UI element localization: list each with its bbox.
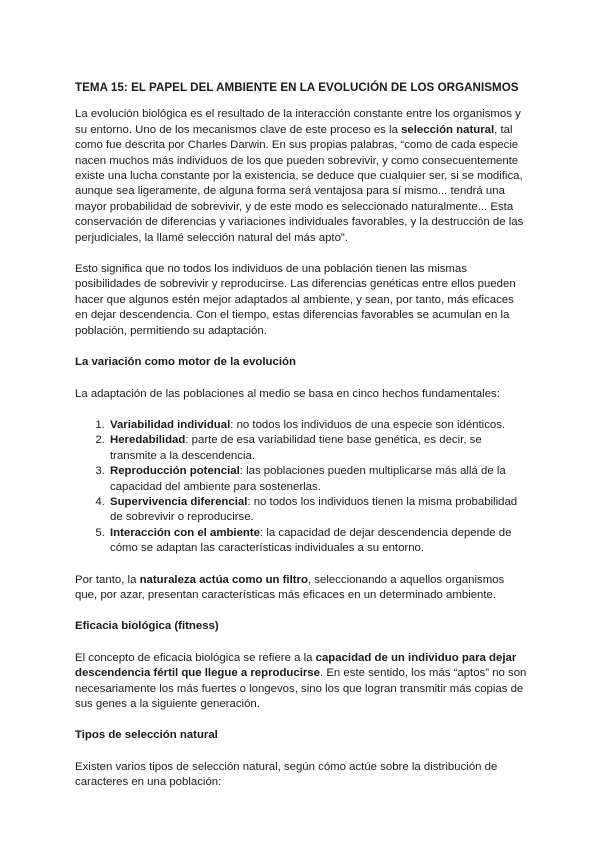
section-heading-selection-types: Tipos de selección natural [75,729,218,742]
list-item-term: Supervivencia diferencial [110,495,248,508]
list-item-term: Interacción con el ambiente [110,526,261,539]
document-title: TEMA 15: EL PAPEL DEL AMBIENTE EN LA EVOLUCIÓN DE LOS ORGANISMOS [75,81,519,94]
list-item-text: : no todos los individuos tienen la misma probabilidad de sobrevivir o reproducirse. [110,495,518,524]
fitness-text-end: . En este sentido, los más “aptos” no son necesariamente los más fuertes o longevos, sino los que logran transmitir más copias de sus genes a la siguiente generación. [75,667,527,710]
selection-types-paragraph: Existen varios tipos de selección natural, según cómo actúe sobre la distribución de caracteres en una población: [75,760,498,789]
variation-intro: La adaptación de las poblaciones al medio se basa en cinco hechos fundamentales: [75,387,500,400]
list-item-term: Reproducción potencial [110,465,240,478]
list-item [108,526,527,557]
list-item [108,464,527,495]
list-item-term: Variabilidad individual [110,418,231,431]
filter-bold-term: naturaleza actúa como un filtro [139,573,308,586]
intro-paragraph [75,107,527,246]
section-heading-fitness: Eficacia biológica (fitness) [75,620,219,633]
intro-text-start: La evolución biológica es el resultado de la interacción constante entre los organismos y su entorno. Uno de los mecanismos clave de este proceso es la [75,108,521,136]
document-page [75,80,527,807]
fitness-paragraph [75,651,527,713]
filter-text-start: Por tanto, la [75,573,140,586]
list-item [108,418,527,433]
fitness-text-start: El concepto de eficacia biológica se refiere a la [75,651,316,664]
list-item-text: : las poblaciones pueden multiplicarse más allá de la capacidad del ambiente para sostenerlas. [110,465,506,493]
list-item-text: : la capacidad de dejar descendencia depende de cómo se adaptan las características individuales a su entorno. [110,526,512,555]
facts-list [75,418,527,557]
list-item-text: : no todos los individuos de una especie son idénticos. [230,418,506,431]
list-item-term: Heredabilidad [110,434,186,447]
filter-text-end: , seleccionando a aquellos organismos que, por azar, presentan características más eficaces en un determinado ambiente. [75,573,505,601]
list-item [108,495,527,526]
fitness-bold-term: capacidad de un individuo para dejar descendencia fértil que llegue a reproducirse [75,651,517,680]
intro-bold-term: selección natural [401,123,495,136]
list-item-text: : parte de esa variabilidad tiene base genética, es decir, se transmite a la descendencia. [110,434,482,462]
second-paragraph: Esto significa que no todos los individuos de una población tienen las mismas posibilidades de sobrevivir y reproducirse. Las diferencias genéticas entre ellos pueden hacer que algunos estén mejor adaptados al ambiente, y sean, por tanto, más eficaces en dejar descendencia. Con el tiempo, estas diferencias favorables se acumulan en la población, permitiendo su adaptación. [75,263,516,337]
list-item [108,433,527,464]
filter-paragraph [75,573,527,604]
intro-text-end: , tal como fue descrita por Charles Darwin. En sus propias palabras, “como de cada especie nacen muchos más individuos de los que pueden sobrevivir, y como consecuentemente existe una lucha constante por la existencia, se deduce que cualquier ser, si se modifica, aunque sea ligeramente, de alguna forma será ventajosa para sí mismo... tendrá una mayor probabilidad de sobrevivir, y de este modo es seleccionado naturalmente... Esta conservación de diferencias y variaciones individuales favorables, y la destrucción de las perjudiciales, la llamé selección natural del más apto”. [75,123,524,244]
section-heading-variation: La variación como motor de la evolución [75,356,296,369]
